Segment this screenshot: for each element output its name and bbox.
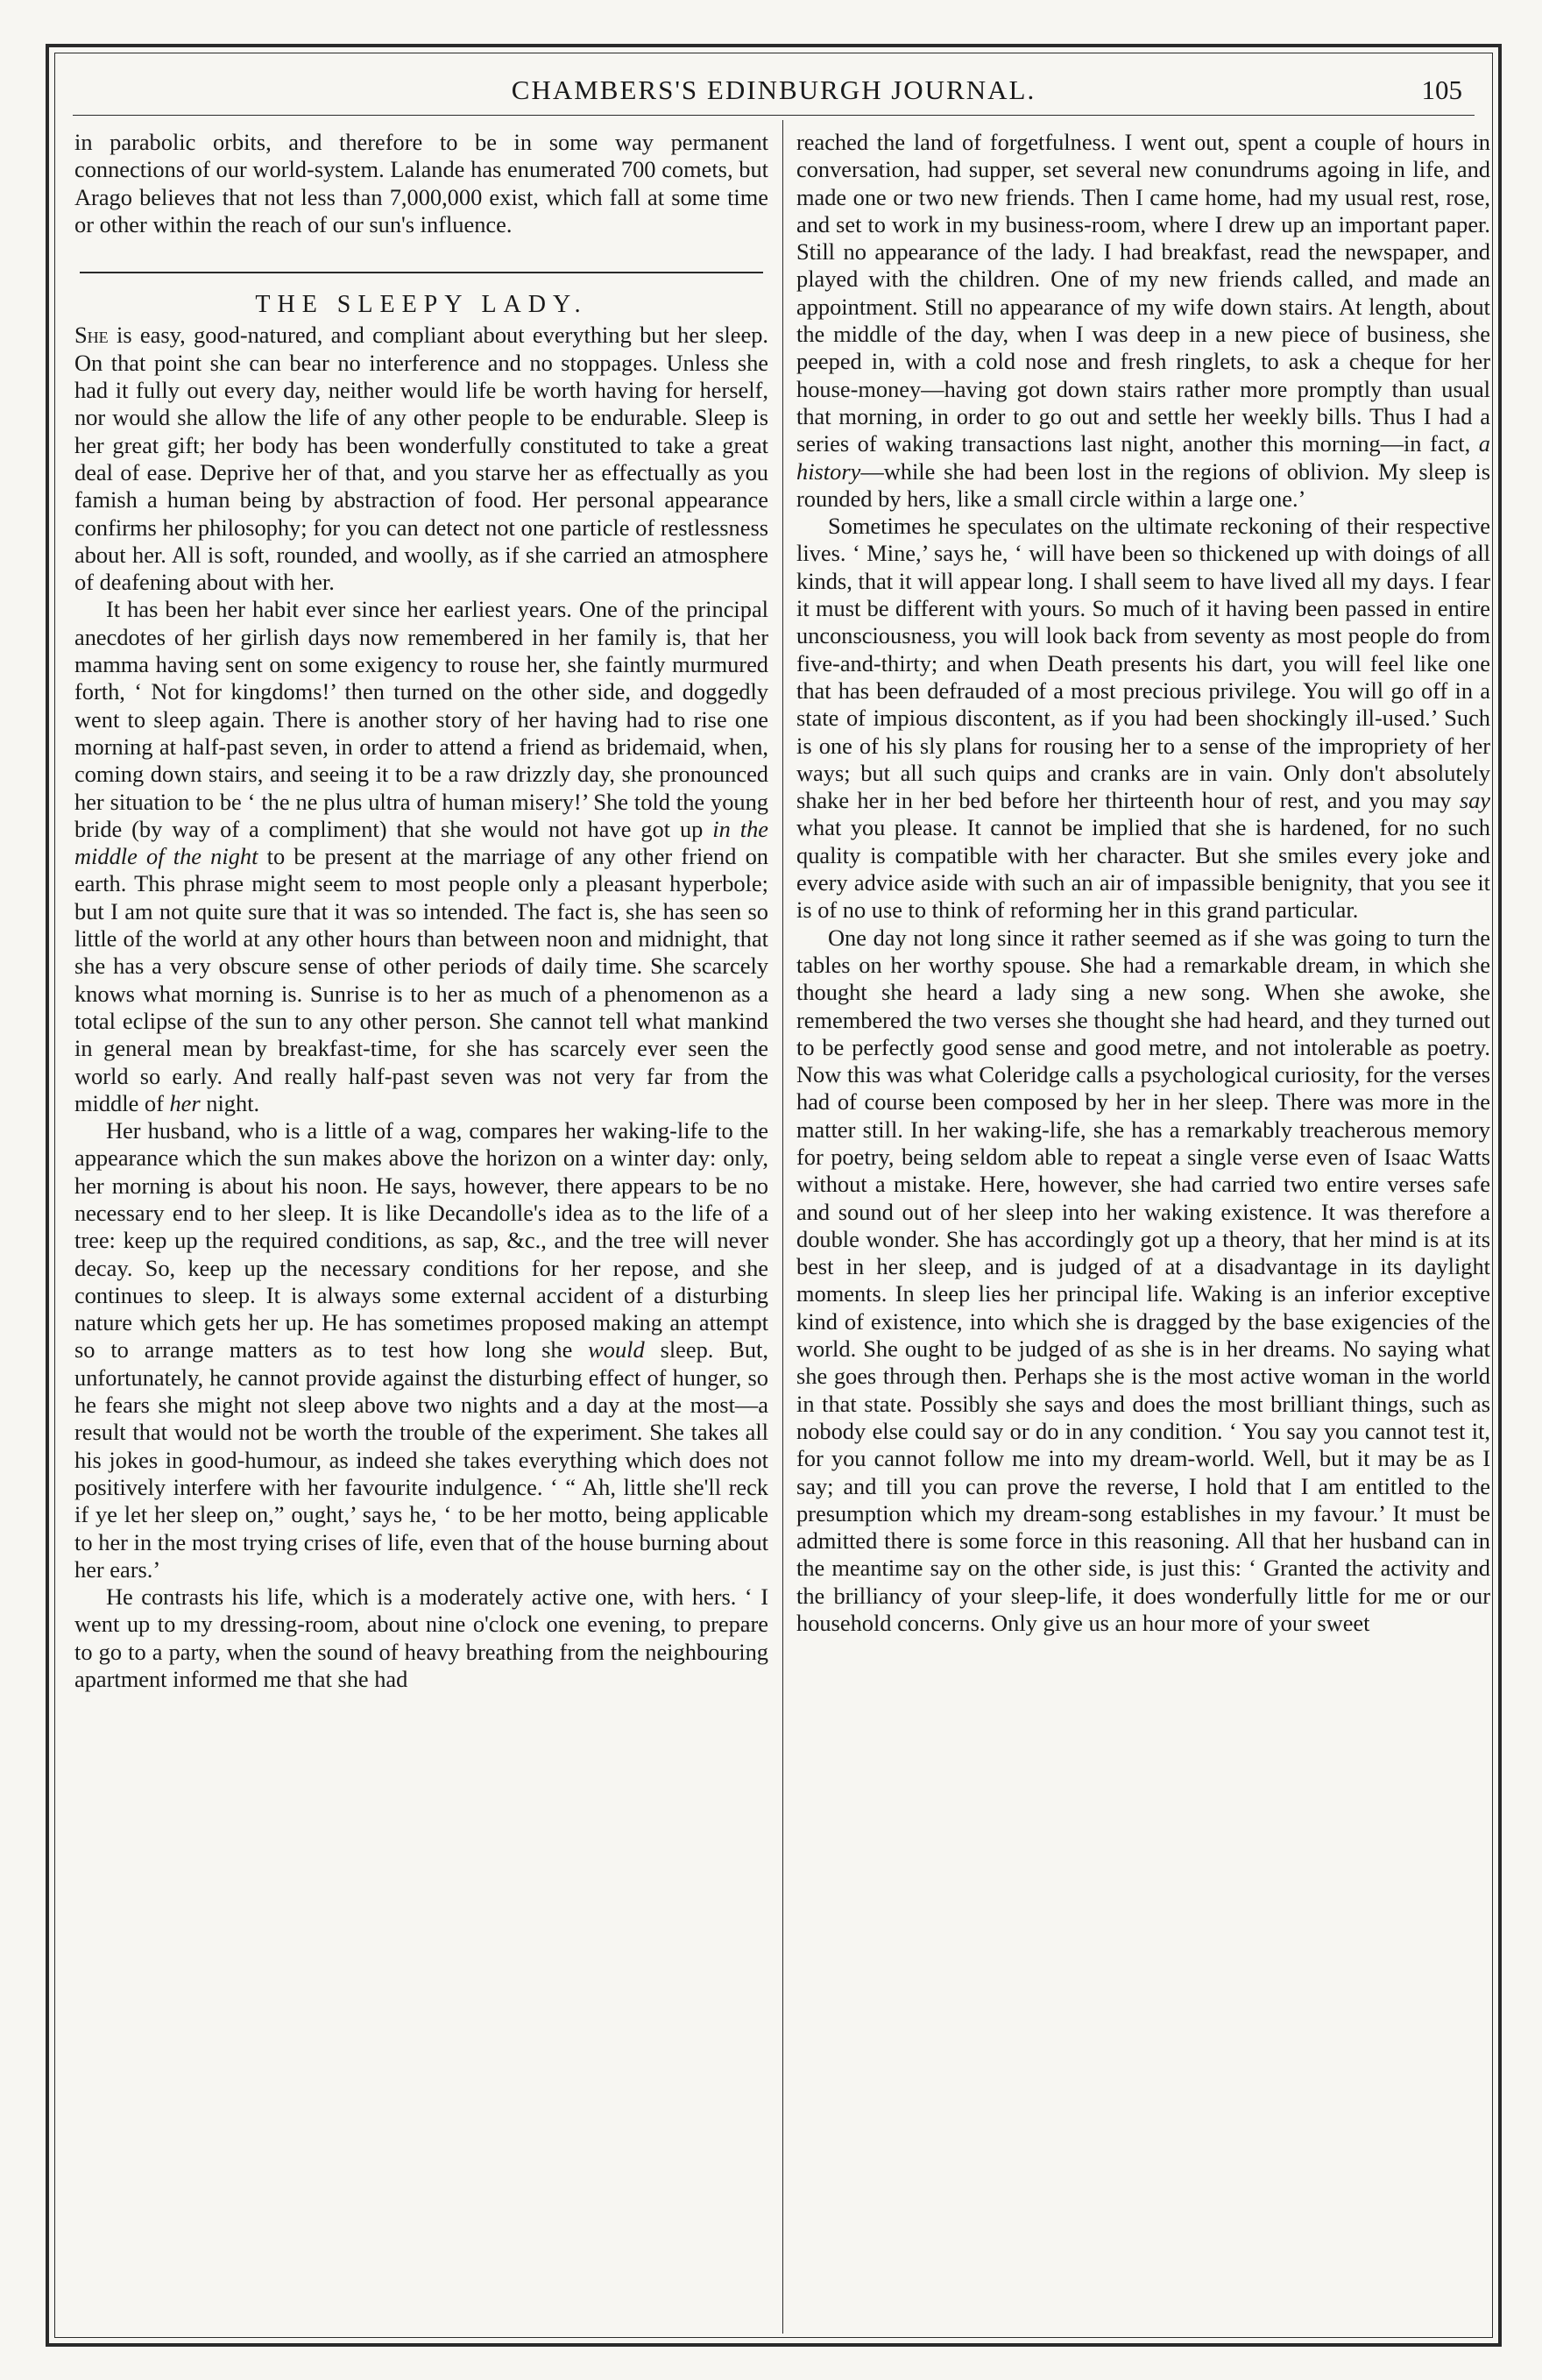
drop-word: She — [74, 322, 109, 349]
paragraph-5: reached the land of forgetfulness. I went out, spent a couple of hours in conversation, had supper, set several new conundrums agoing in life, and made one or two new friends. Then I came home, had my usual rest, rose, and set to work in my business-room, where I drew up an important paper. Still no appearance of the lady. I had breakfast, read the newspaper, and played with the children. One of my new friends called, and made an appointment. Still no appearance of my wife down stairs. At length, about the middle of the day, when I was deep in a new piece of business, she peeped in, with a cold nose and fresh ringlets, to ask a cheque for her house-money—having got down stairs rather more promptly than usual that morning, in order to go out and settle her weekly bills. Thus I had a series of waking transactions last night, another this morning—in fact, a history—while she had been lost in the regions of oblivion. My sleep is rounded by hers, like a small circle within a large one.’ — [796, 129, 1490, 512]
page-inner-frame — [54, 53, 1493, 2338]
previous-article-ending: in parabolic orbits, and therefore to be in some way permanent connections of our world-system. Lalande has enumerated 700 comets, but Arago believes that not less than 7,000,000 exist, which fall at some time or other within the reach of our sun's influence. — [74, 129, 768, 237]
page-number: 105 — [1421, 74, 1462, 105]
paragraph-2: It has been her habit ever since her earliest years. One of the principal anecdotes of her girlish days now remembered in her family is, that her mamma having sent on some exigency to rouse her, she faintly murmured forth, ‘ Not for kingdoms!’ then turned on the other side, and doggedly went to sleep again. There is another story of her having had to rise one morning at half-past seven, in order to attend a friend as bridemaid, when, coming down stairs, and seeing it to be a raw drizzly day, she pronounced her situation to be ‘ the ne plus ultra of human misery!’ She told the young bride (by way of a compliment) that she would not have got up in the middle of the night to be present at the marriage of any other friend on earth. This phrase might seem to most people only a pleasant hyperbole; but I am not quite sure that it was so intended. The fact is, she has seen so little of the world at any other hours than between noon and midnight, that she has a very obscure sense of other periods of daily time. She scarcely knows what morning is. Sunrise is to her as much of a phenomenon as a total eclipse of the sun to any other person. She cannot tell what mankind in general mean by breakfast-time, for she has scarcely ever seen the world so early. And really half-past seven was not very far from the middle of her night. — [74, 596, 768, 1116]
section-divider — [80, 272, 763, 273]
left-column — [74, 129, 768, 2328]
article-title: THE SLEEPY LADY. — [255, 291, 588, 319]
paragraph-7: One day not long since it rather seemed as if she was going to turn the tables on her worthy spouse. She had a remarkable dream, in which she thought she heard a lady sing a new song. When she awoke, she remembered the two verses she thought she had heard, and they turned out to be perfectly good sense and good metre, and not intolerable as poetry. Now this was what Coleridge calls a psychological curiosity, for the verses had of course been composed by her in her sleep. There was more in the matter still. In her waking-life, she has a remarkably treacherous memory for poetry, being seldom able to repeat a single verse even of Isaac Watts without a mistake. Here, however, she had carried two entire verses safe and sound out of her sleep into her waking existence. It was therefore a double wonder. She has accordingly got up a theory, that her mind is at its best in her sleep, and is judged of at a disadvantage in its daylight moments. In sleep lies her principal life. Waking is an inferior exceptive kind of existence, into which she is dragged by the base exigencies of the world. She ought to be judged of as she is in her dreams. No saying what she goes through then. Perhaps she is the most active woman in the world in that state. Possibly she says and does the most brilliant things, such as nobody else could say or do in any condition. ‘ You say you cannot test it, for you cannot follow me into my dream-world. Well, but it may be as I say; and till you can prove the reverse, I hold that I am entitled to the presumption which my dream-song establishes in my favour.’ It must be admitted there is some force in this reasoning. All that her husband can in the meantime say on the other side, is just this: ‘ Granted the activity and the brilliancy of your sleep-life, it does wonderfully little for me or our household concerns. Only give us an hour more of your sweet — [796, 924, 1490, 1637]
paragraph-3: Her husband, who is a little of a wag, compares her waking-life to the appearance which the sun makes above the horizon on a winter day: only, her morning is about his noon. He says, however, there appears to be no necessary end to her sleep. It is like Decandolle's idea as to the life of a tree: keep up the required conditions, as sap, &c., and the tree will never decay. So, keep up the necessary conditions for her repose, and she continues to sleep. It is always some external accident of a disturbing nature which gets her up. He has sometimes proposed making an attempt so to arrange matters as to test how long she would sleep. But, unfortunately, he cannot provide against the disturbing effect of hunger, so he fears she might not sleep above two nights and a day at the most—a result that would not be worth the trouble of the experiment. She takes all his jokes in good-humour, as indeed she takes everything which does not positively interfere with her favourite indulgence. ‘ “ Ah, little she'll reck if ye let her sleep on,” ought,’ says he, ‘ to be her motto, being applicable to her in the most trying crises of life, even that of the house burning about her ears.’ — [74, 1117, 768, 1583]
journal-title: CHAMBERS'S EDINBURGH JOURNAL. — [511, 74, 1036, 105]
column-divider — [782, 120, 783, 2334]
paragraph-6: Sometimes he speculates on the ultimate reckoning of their respective lives. ‘ Mine,’ says he, ‘ will have been so thickened up with doings of all kinds, that it will appear long. I shall seem to have lived all my days. I fear it must be different with yours. So much of it having been passed in entire unconsciousness, you will look back from seventy as most people do from five-and-thirty; and when Death presents his dart, you will feel like one that has been defrauded of a most precious privilege. You will go off in a state of impious discontent, as if you had been shockingly ill-used.’ Such is one of his sly plans for rousing her to a sense of the impropriety of her ways; but all such quips and cranks are in vain. Only don't absolutely shake her in her bed before her thirteenth hour of rest, and you may say what you please. It cannot be implied that she is hardened, for no such quality is compatible with her character. But she smiles every joke and every advice aside with such an air of impassible benignity, that you see it is of no use to think of reforming her in this grand particular. — [796, 513, 1490, 924]
right-column — [796, 129, 1490, 2328]
paragraph-4: He contrasts his life, which is a moderately active one, with hers. ‘ I went up to my dressing-room, about nine o'clock one evening, to prepare to go to a party, when the sound of heavy breathing from the neighbouring apartment informed me that she had — [74, 1583, 768, 1693]
running-head — [73, 53, 1475, 116]
paragraph-1: She is easy, good-natured, and compliant about everything but her sleep. On that point she can bear no interference and no stoppages. Unless she had it fully out every day, neither would life be worth having for herself, nor would she allow the life of any other people to be endurable. Sleep is her great gift; her body has been wonderfully constituted to take a great deal of ease. Deprive her of that, and you starve her as effectually as you famish a human being by abstraction of food. Her personal appearance confirms her philosophy; for you can detect not one particle of restlessness about her. All is soft, rounded, and woolly, as if she carried an atmosphere of deafening about with her. — [74, 322, 768, 596]
page-frame — [46, 44, 1502, 2347]
